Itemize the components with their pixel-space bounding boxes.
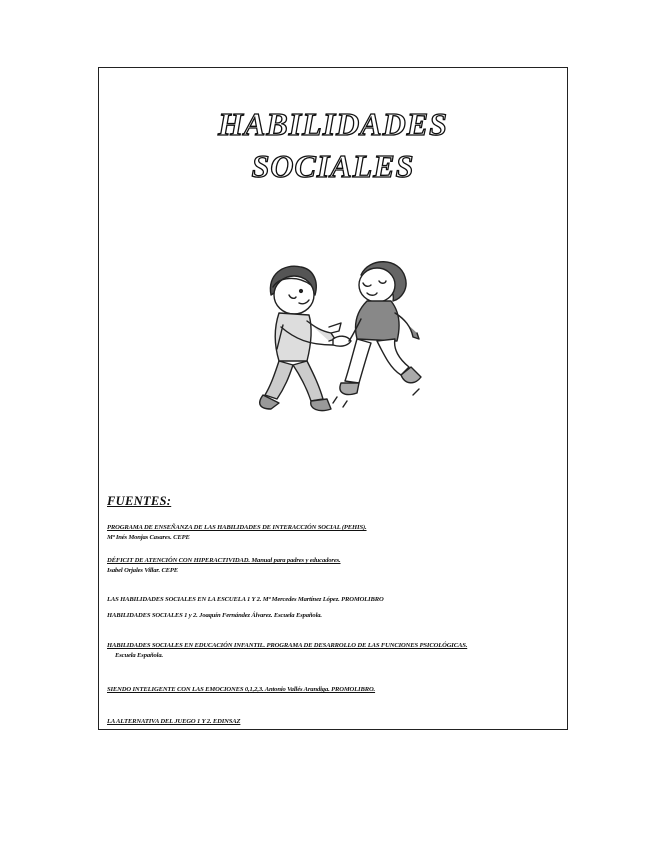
source-entry-6 [107, 717, 562, 727]
source-entry-4 [107, 641, 562, 661]
source-4-title: HABILIDADES SOCIALES EN EDUCACIÓN INFANTIL. PROGRAMA DE DESARROLLO DE LAS FUNCIONES PSICOLÓGICAS. [107, 642, 468, 649]
document-frame [98, 67, 568, 730]
source-1-detail: Mª Inés Monjas Casares. CEPE [107, 534, 190, 541]
source-4-detail: Escuela Española. [115, 652, 164, 659]
source-2-title: DÉFICIT DE ATENCIÓN CON HIPERACTIVIDAD. Manual para padres y educadores. [107, 557, 341, 564]
source-2-detail: Isabel Orjales Villar. CEPE [107, 567, 179, 574]
source-entry-2 [107, 556, 562, 576]
title-line-1: HABILIDADES [218, 106, 448, 142]
source-entry-3 [107, 595, 562, 621]
sources-heading: FUENTES: [107, 494, 172, 508]
source-1-title: PROGRAMA DE ENSEÑANZA DE LAS HABILIDADES DE INTERACCIÓN SOCIAL (PEHIS). [107, 524, 367, 531]
two-children-dancing-icon [249, 253, 439, 418]
source-entry-1 [107, 523, 562, 543]
source-3-detail: HABILIDADES SOCIALES 1 y 2. Joaquín Fernández Álvarez. Escuela Española. [107, 612, 322, 619]
source-6-title: LA ALTERNATIVA DEL JUEGO 1 Y 2. EDINSAZ [107, 718, 241, 725]
title-line-2: SOCIALES [251, 148, 415, 184]
source-entry-5 [107, 685, 562, 695]
source-5-title: SIENDO INTELIGENTE CON LAS EMOCIONES 0,1,2,3. Antonio Vallés Arandiga. PROMOLIBRO. [107, 686, 376, 693]
source-3-title: LAS HABILIDADES SOCIALES EN LA ESCUELA 1 Y 2. Mª Mercedes Martínez López. PROMOLIBRO [107, 596, 384, 603]
